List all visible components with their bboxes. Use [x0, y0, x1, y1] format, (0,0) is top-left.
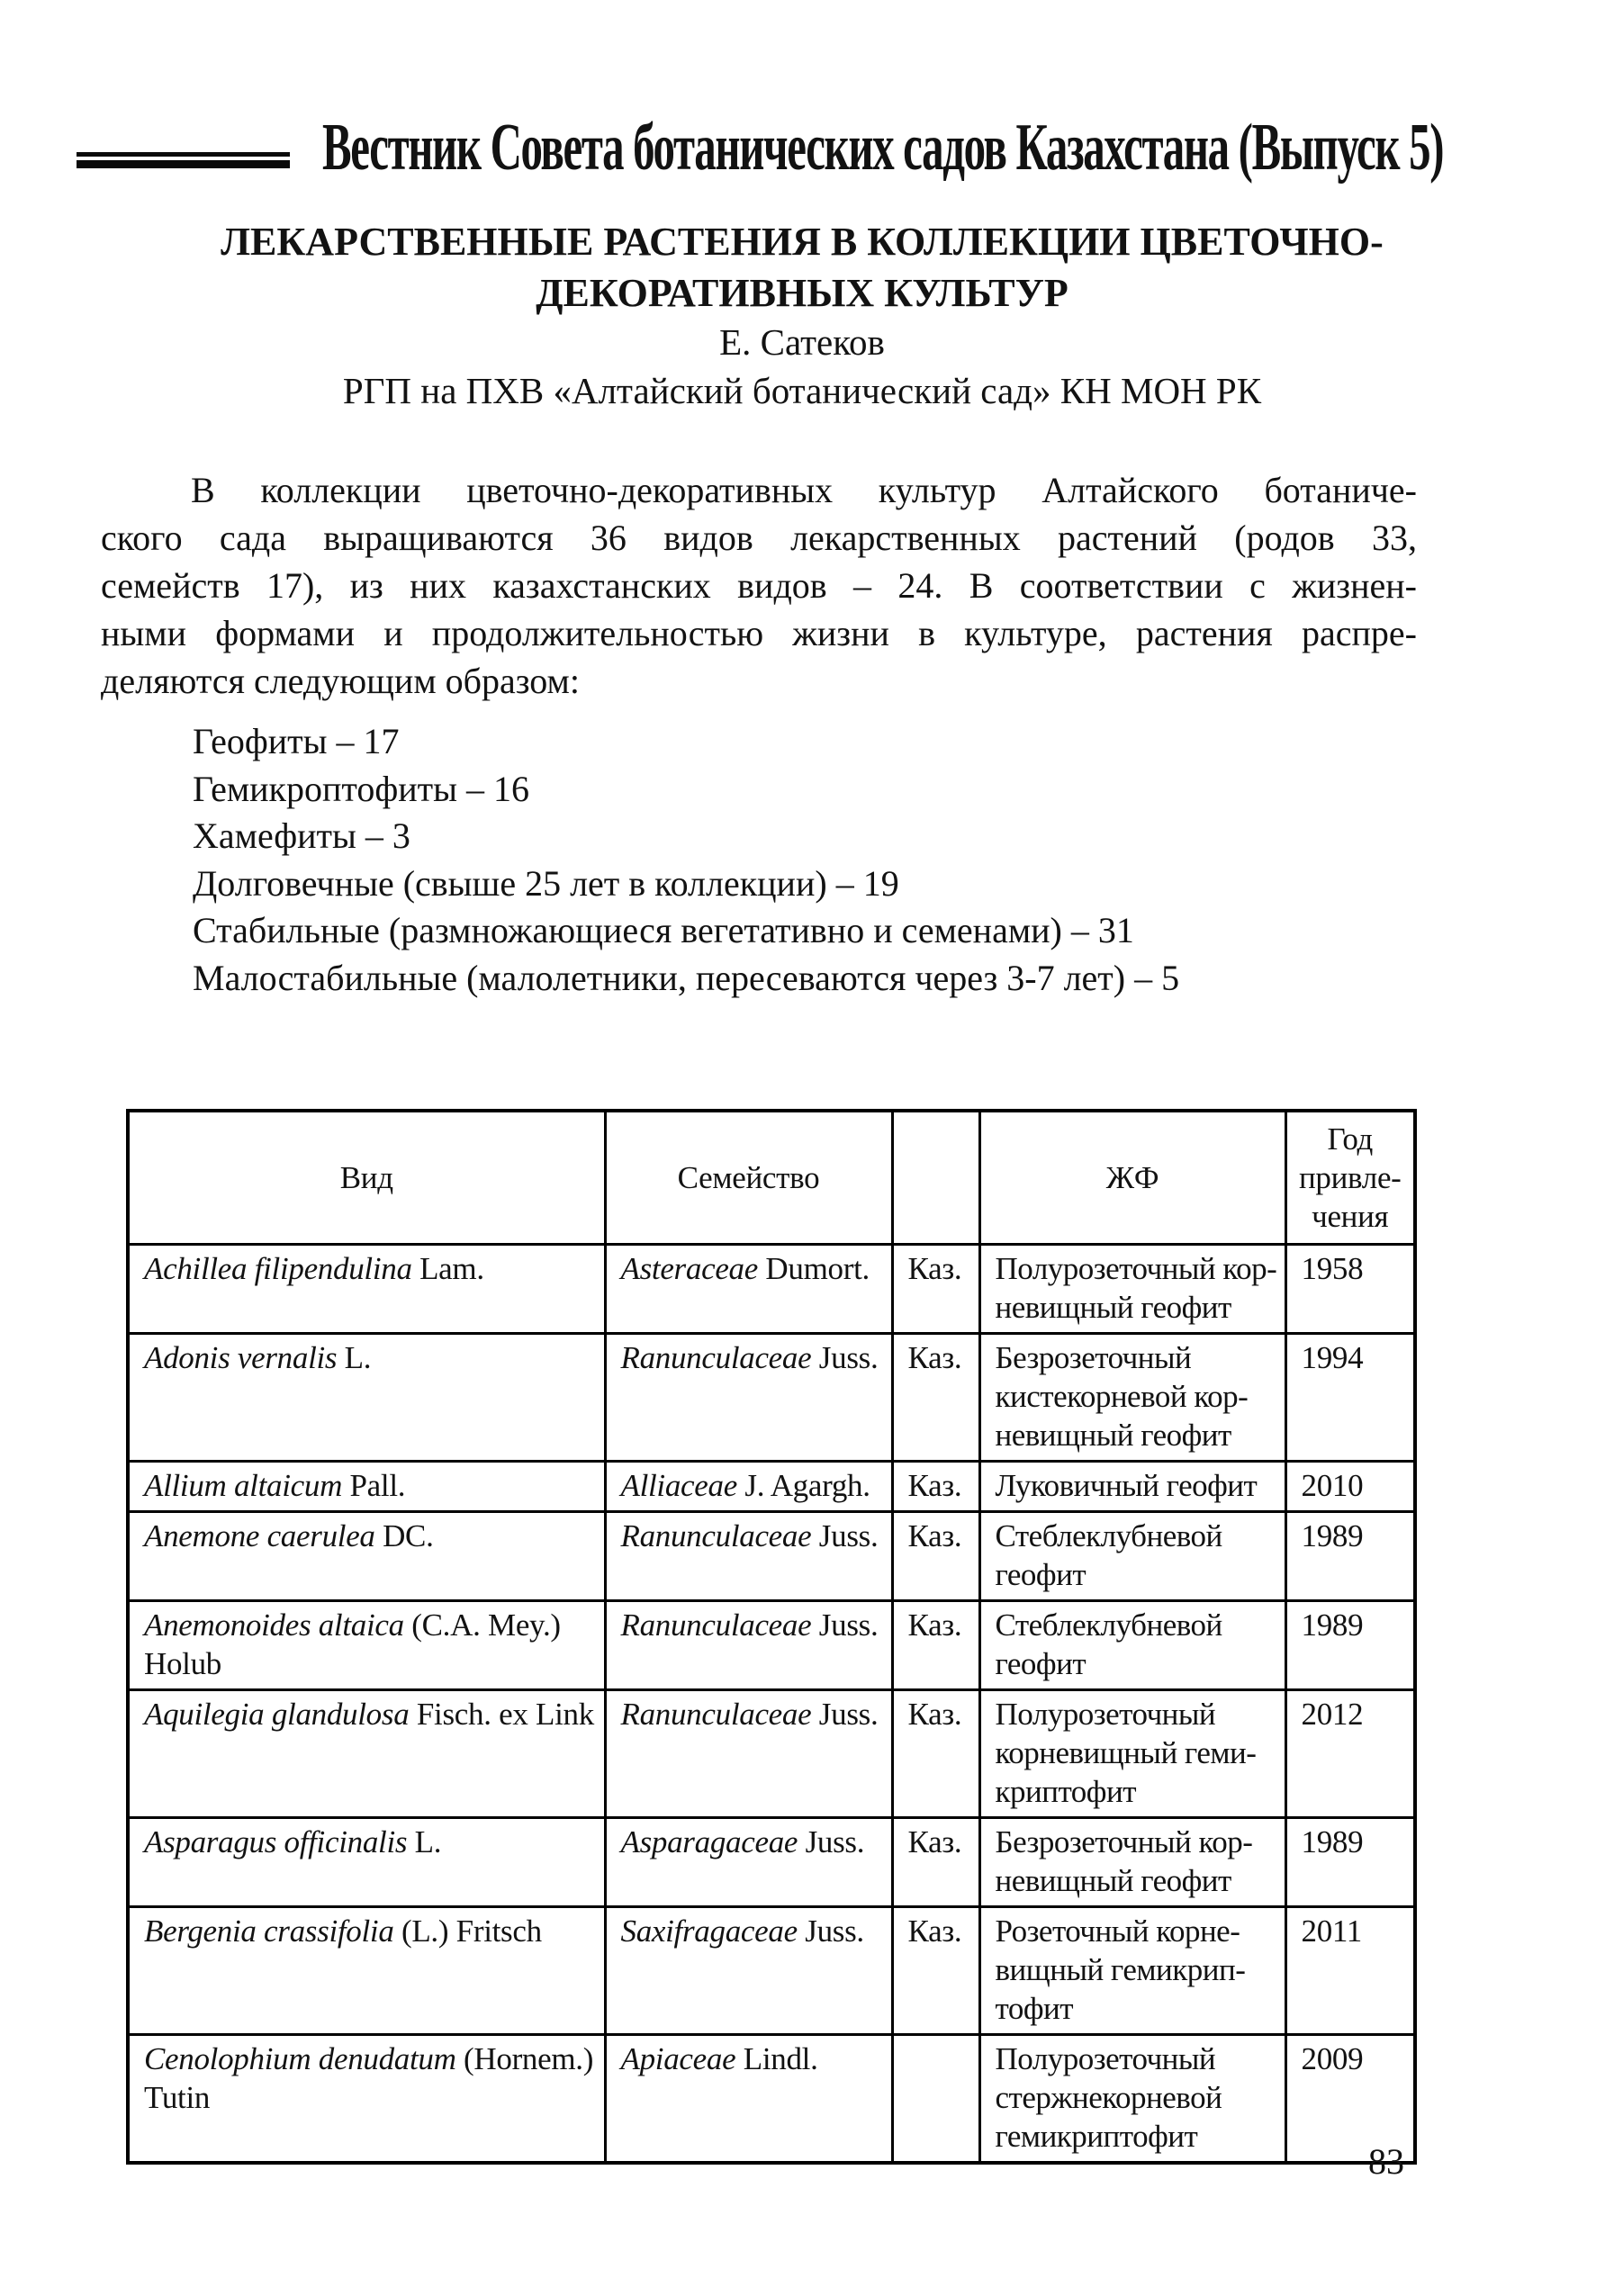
- table-row: [128, 2035, 1415, 2164]
- species-name: Allium altaicum: [144, 1468, 343, 1503]
- family-cell: [605, 1334, 892, 1462]
- family-name: Ranunculaceae: [620, 1518, 812, 1553]
- family-name: Ranunculaceae: [620, 1697, 812, 1732]
- life-form-cell: Полурозеточный кор- невищный геофит: [979, 1245, 1285, 1334]
- family-author: Juss.: [797, 1913, 864, 1949]
- origin-cell: Каз.: [892, 1601, 979, 1690]
- species-name: Aquilegia glandulosa: [144, 1697, 410, 1732]
- family-name: Apiaceae: [620, 2041, 736, 2076]
- life-form-cell: Стеблеклубневой геофит: [979, 1512, 1285, 1601]
- species-cell: [128, 1245, 605, 1334]
- year-cell: 2010: [1285, 1462, 1415, 1512]
- plants-table: [126, 1109, 1417, 2165]
- life-form-column-header: ЖФ: [979, 1111, 1285, 1245]
- species-author: (Hornem.) Tutin: [144, 2041, 594, 2115]
- life-form-cell: Стеблеклубневой геофит: [979, 1601, 1285, 1690]
- table-row: [128, 1690, 1415, 1818]
- header-rule: [77, 152, 290, 168]
- family-cell: [605, 1690, 892, 1818]
- table-row: [128, 1907, 1415, 2035]
- species-name: Cenolophium denudatum: [144, 2041, 456, 2076]
- year-cell: 2009: [1285, 2035, 1415, 2164]
- life-form-cell: Безрозеточный кор- невищный геофит: [979, 1818, 1285, 1907]
- family-name: Ranunculaceae: [620, 1607, 812, 1643]
- species-name: Anemonoides altaica: [144, 1607, 404, 1643]
- family-author: Lindl.: [735, 2041, 818, 2076]
- origin-cell: Каз.: [892, 1512, 979, 1601]
- species-author: Pall.: [342, 1468, 406, 1503]
- species-author: (L.) Fritsch: [393, 1913, 542, 1949]
- species-cell: [128, 1462, 605, 1512]
- paragraph-line: деляются следующим образом:: [101, 661, 580, 701]
- species-cell: [128, 1334, 605, 1462]
- family-author: Juss.: [811, 1697, 879, 1732]
- paragraph-line: В коллекции цветочно-декоративных культур Алтайского ботаниче-: [191, 470, 1417, 510]
- species-author: L.: [337, 1340, 372, 1375]
- list-item: Хамефиты – 3: [193, 815, 410, 856]
- table-row: [128, 1245, 1415, 1334]
- list-item: Малостабильные (малолетники, пересеваются через 3-7 лет) – 5: [193, 957, 1180, 998]
- species-column-header: Вид: [128, 1111, 605, 1245]
- species-cell: [128, 1690, 605, 1818]
- family-cell: [605, 1818, 892, 1907]
- intro-paragraph: [101, 466, 1417, 705]
- family-cell: [605, 1907, 892, 2035]
- species-author: (C.A. Mey.) Holub: [144, 1607, 561, 1681]
- origin-cell: Каз.: [892, 1907, 979, 2035]
- table-row: [128, 1334, 1415, 1462]
- table-row: [128, 1512, 1415, 1601]
- list-item: Стабильные (размножающиеся вегетативно и семенами) – 31: [193, 910, 1134, 950]
- family-author: Juss.: [811, 1518, 879, 1553]
- family-author: Juss.: [811, 1607, 879, 1643]
- life-form-cell: Розеточный корне- вищный гемикрип- тофит: [979, 1907, 1285, 2035]
- family-name: Asparagaceae: [620, 1824, 798, 1859]
- family-author: Dumort.: [757, 1251, 870, 1286]
- family-cell: [605, 2035, 892, 2164]
- species-cell: [128, 1907, 605, 2035]
- year-cell: 1994: [1285, 1334, 1415, 1462]
- species-author: Lam.: [411, 1251, 484, 1286]
- family-name: Saxifragaceae: [620, 1913, 798, 1949]
- list-item: Долговечные (свыше 25 лет в коллекции) – 19: [193, 862, 899, 904]
- life-form-cell: Полурозеточный стержнекорневой гемикриптофит: [979, 2035, 1285, 2164]
- year-cell: 1989: [1285, 1512, 1415, 1601]
- list-item: Гемикроптофиты – 16: [193, 768, 530, 809]
- species-author: L.: [407, 1824, 442, 1859]
- species-name: Bergenia crassifolia: [144, 1913, 394, 1949]
- origin-column-header: [892, 1111, 979, 1245]
- year-cell: 2012: [1285, 1690, 1415, 1818]
- table-header-row: [128, 1111, 1415, 1245]
- origin-cell: Каз.: [892, 1690, 979, 1818]
- page-number: 83: [1368, 2141, 1404, 2182]
- journal-title: Вестник Совета ботанических садов Казахстана (Выпуск 5): [322, 111, 1444, 185]
- origin-cell: Каз.: [892, 1334, 979, 1462]
- list-item: Геофиты – 17: [193, 721, 400, 761]
- family-name: Ranunculaceae: [620, 1340, 812, 1375]
- table-row: [128, 1818, 1415, 1907]
- year-column-header: Год привле- чения: [1285, 1111, 1415, 1245]
- family-cell: [605, 1512, 892, 1601]
- life-form-cell: Безрозеточный кистекорневой кор- невищный геофит: [979, 1334, 1285, 1462]
- origin-cell: Каз.: [892, 1818, 979, 1907]
- origin-cell: [892, 2035, 979, 2164]
- article-affiliation: РГП на ПХВ «Алтайский ботанический сад» КН МОН РК: [342, 370, 1262, 411]
- species-cell: [128, 1601, 605, 1690]
- species-cell: [128, 1512, 605, 1601]
- year-cell: 2011: [1285, 1907, 1415, 2035]
- family-cell: [605, 1601, 892, 1690]
- article-title: ЛЕКАРСТВЕННЫЕ РАСТЕНИЯ В КОЛЛЕКЦИИ ЦВЕТОЧНО- ДЕКОРАТИВНЫХ КУЛЬТУР: [221, 220, 1384, 315]
- table-row: [128, 1462, 1415, 1512]
- origin-cell: Каз.: [892, 1462, 979, 1512]
- species-cell: [128, 1818, 605, 1907]
- life-form-cell: Луковичный геофит: [979, 1462, 1285, 1512]
- species-author: Fisch. ex Link: [409, 1697, 594, 1732]
- paragraph-line: ского сада выращиваются 36 видов лекарственных растений (родов 33,: [101, 518, 1417, 558]
- family-author: Juss.: [798, 1824, 865, 1859]
- family-name: Asteraceae: [620, 1251, 758, 1286]
- family-cell: [605, 1462, 892, 1512]
- year-cell: 1958: [1285, 1245, 1415, 1334]
- article-author: Е. Сатеков: [719, 321, 885, 363]
- family-name: Alliaceae: [620, 1468, 737, 1503]
- year-cell: 1989: [1285, 1601, 1415, 1690]
- paragraph-line: ными формами и продолжительностью жизни в культуре, растения распре-: [101, 613, 1417, 653]
- family-author: Juss.: [811, 1340, 879, 1375]
- year-cell: 1989: [1285, 1818, 1415, 1907]
- family-column-header: Семейство: [605, 1111, 892, 1245]
- life-form-stats-list: [193, 718, 1179, 1002]
- family-cell: [605, 1245, 892, 1334]
- table-body: [128, 1245, 1415, 2164]
- species-name: Achillea filipendulina: [144, 1251, 412, 1286]
- origin-cell: Каз.: [892, 1245, 979, 1334]
- species-name: Asparagus officinalis: [144, 1824, 408, 1859]
- species-cell: [128, 2035, 605, 2164]
- life-form-cell: Полурозеточный корневищный геми- криптофит: [979, 1690, 1285, 1818]
- species-author: DC.: [374, 1518, 434, 1553]
- species-name: Anemone caerulea: [144, 1518, 375, 1553]
- paragraph-line: семейств 17), из них казахстанских видов – 24. В соответствии с жизнен-: [101, 565, 1417, 606]
- table-row: [128, 1601, 1415, 1690]
- family-author: J. Agargh.: [736, 1468, 870, 1503]
- species-name: Adonis vernalis: [144, 1340, 338, 1375]
